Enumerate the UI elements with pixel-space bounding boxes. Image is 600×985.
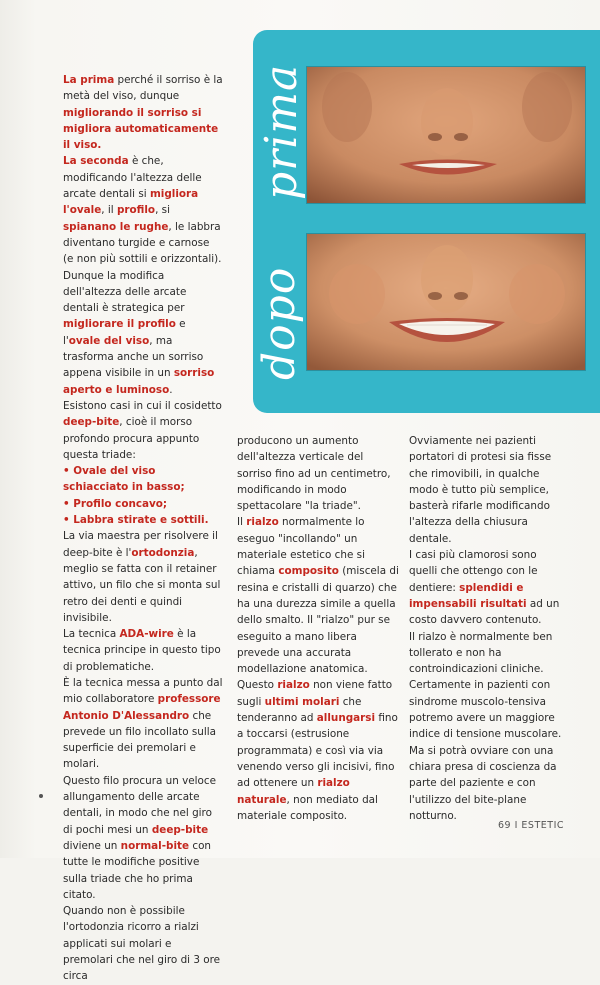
highlight-text: La seconda xyxy=(63,155,129,168)
bullet-item: • Ovale del viso schiacciato in basso; xyxy=(63,465,185,494)
highlight-text: migliorare il profilo xyxy=(63,318,176,331)
body-text: , le labbra diventano turgide e carnose (e non più sottili e orizzontali). xyxy=(63,220,222,266)
body-text: Quando non è possibile l'ortodonzia ricorro a rialzi applicati sui molari e premolari che nel giro di 3 ore circa xyxy=(63,905,221,983)
text-column-left xyxy=(63,72,223,985)
body-text: ad un costo davvero contenuto. xyxy=(409,597,560,627)
body-text: non viene fatto sugli xyxy=(237,679,393,708)
paragraph xyxy=(63,153,223,267)
highlight-text: profilo xyxy=(116,204,156,217)
body-text: è che, modificando l'altezza delle arcate dentali si xyxy=(63,155,202,201)
body-text: Ovviamente nei pazienti portatori di protesi sia fisse che rimovibili, in qualche modo è tutto più semplice, basterà rifarle modificando l'altezza della chiusura dentale. xyxy=(409,435,552,545)
body-text: producono un aumento dell'altezza verticale del sorriso fino ad un centimetro, modificando in modo spettacolare "la triade". xyxy=(237,435,391,513)
body-text: che prevede un filo incollato sulla superficie dei premolari e molari. xyxy=(63,709,216,771)
highlight-text: migliora l'ovale xyxy=(63,188,199,217)
page-folio: 69 I ESTETIC xyxy=(498,820,565,831)
paragraph xyxy=(63,398,223,463)
bullet-item: • Labbra stirate e sottili. xyxy=(63,514,209,527)
body-text: , il xyxy=(101,204,117,217)
photo-after xyxy=(306,233,586,371)
paragraph xyxy=(237,677,399,824)
highlight-text: deep-bite xyxy=(63,416,120,429)
body-text: Questo xyxy=(237,679,278,692)
highlight-text: migliorando il sorriso si migliora automaticamente il viso. xyxy=(63,106,219,152)
highlight-text: sorriso aperto e luminoso xyxy=(63,367,215,396)
paragraph xyxy=(63,268,223,398)
body-text: Esistono casi in cui il cosidetto xyxy=(63,399,222,412)
label-before: prima xyxy=(256,63,307,200)
highlight-text: normal-bite xyxy=(120,839,190,852)
paragraph xyxy=(63,72,223,153)
body-text: , meglio se fatta con il retainer attivo, un filo che si monta sul retro dei denti e quindi invisibile. xyxy=(63,546,221,624)
body-text: e l' xyxy=(63,318,186,347)
paragraph xyxy=(409,677,567,824)
body-text: con tutte le modifiche positive sulla triade che ho prima citato. xyxy=(63,839,212,901)
highlight-text: rialzo naturale xyxy=(237,777,350,806)
body-text: Il xyxy=(237,516,247,529)
body-text: È la tecnica messa a punto dal mio collaboratore xyxy=(63,676,223,706)
body-text: diviene un xyxy=(63,839,121,852)
body-text: è la tecnica principe in questo tipo di problematiche. xyxy=(63,628,221,673)
body-text: normalmente lo eseguo "incollando" un materiale estetico che si chiama xyxy=(237,516,365,578)
paragraph xyxy=(63,528,223,626)
highlight-text: ultimi molari xyxy=(264,695,340,708)
highlight-text: ADA-wire xyxy=(119,628,174,641)
body-text: che tenderanno ad xyxy=(237,695,362,725)
highlight-text: rialzo xyxy=(246,516,279,529)
page-mark xyxy=(39,794,43,798)
photo-before xyxy=(306,66,586,204)
paragraph xyxy=(63,903,223,984)
highlight-text: ortodonzia xyxy=(131,546,195,559)
label-after: dopo xyxy=(254,266,305,380)
body-text: Certamente in pazienti con sindrome muscolo-tensiva potremo avere un maggiore indice di tensione muscolare. Ma si potrà ovviare con una chiara presa di coscienza da parte del paziente e con l'utilizzo del bite-plane notturno. xyxy=(409,679,562,822)
highlight-text: ovale del viso xyxy=(68,334,150,347)
paragraph xyxy=(409,629,567,678)
body-text: La via maestra per risolvere il deep-bite è l' xyxy=(63,530,218,559)
highlight-text: composito xyxy=(278,565,339,578)
paragraph xyxy=(237,514,399,677)
paragraph xyxy=(409,433,567,547)
highlight-text: deep-bite xyxy=(151,823,209,836)
body-text: , cioè il morso profondo procura appunto questa triade: xyxy=(63,416,200,461)
highlight-text: rialzo xyxy=(277,679,310,692)
bullet-list xyxy=(63,463,223,528)
highlight-text: La prima xyxy=(63,74,115,86)
paragraph xyxy=(63,773,223,903)
body-text: Questo filo procura un veloce allungamento delle arcate dentali, in modo che nel giro di pochi mesi un xyxy=(63,774,216,836)
highlight-text: professore Antonio D'Alessandro xyxy=(63,693,221,722)
text-column-middle xyxy=(237,433,399,824)
body-text: (miscela di resina e cristalli di quarzo) che ha una durezza simile a quella dello smalto. Il "rialzo" pur se eseguito a mano libera prevede una accurata modellazione anatomica. xyxy=(237,565,399,676)
body-text: La tecnica xyxy=(63,628,120,641)
body-text: , non mediato dal materiale composito. xyxy=(237,793,378,822)
bullet-item: • Profilo concavo; xyxy=(63,497,168,510)
body-text: I casi più clamorosi sono quelli che ottengo con le dentiere: xyxy=(409,549,538,594)
body-text: fino a toccarsi (estrusione programmata) e così via via venendo verso gli incisivi, fino ad ottenere un xyxy=(237,712,398,790)
body-text: Dunque la modifica dell'altezza delle arcate dentali è strategica per xyxy=(63,269,187,315)
text-column-right xyxy=(409,433,567,824)
body-text: , ma trasforma anche un sorriso appena visibile in un xyxy=(63,334,204,380)
body-text: , si xyxy=(155,204,170,217)
body-text: Il rialzo è normalmente ben tollerato e non ha controindicazioni cliniche. xyxy=(409,630,553,676)
body-text: perché il sorriso è la metà del viso, dunque xyxy=(63,74,223,103)
highlight-text: spianano le rughe xyxy=(63,220,169,233)
paragraph xyxy=(63,675,223,773)
paragraph xyxy=(237,433,399,514)
paragraph xyxy=(63,626,223,675)
highlight-text: splendidi e impensabili risultati xyxy=(409,581,527,610)
highlight-text: allungarsi xyxy=(316,712,376,725)
body-text: . xyxy=(169,383,173,396)
paragraph xyxy=(409,547,567,628)
